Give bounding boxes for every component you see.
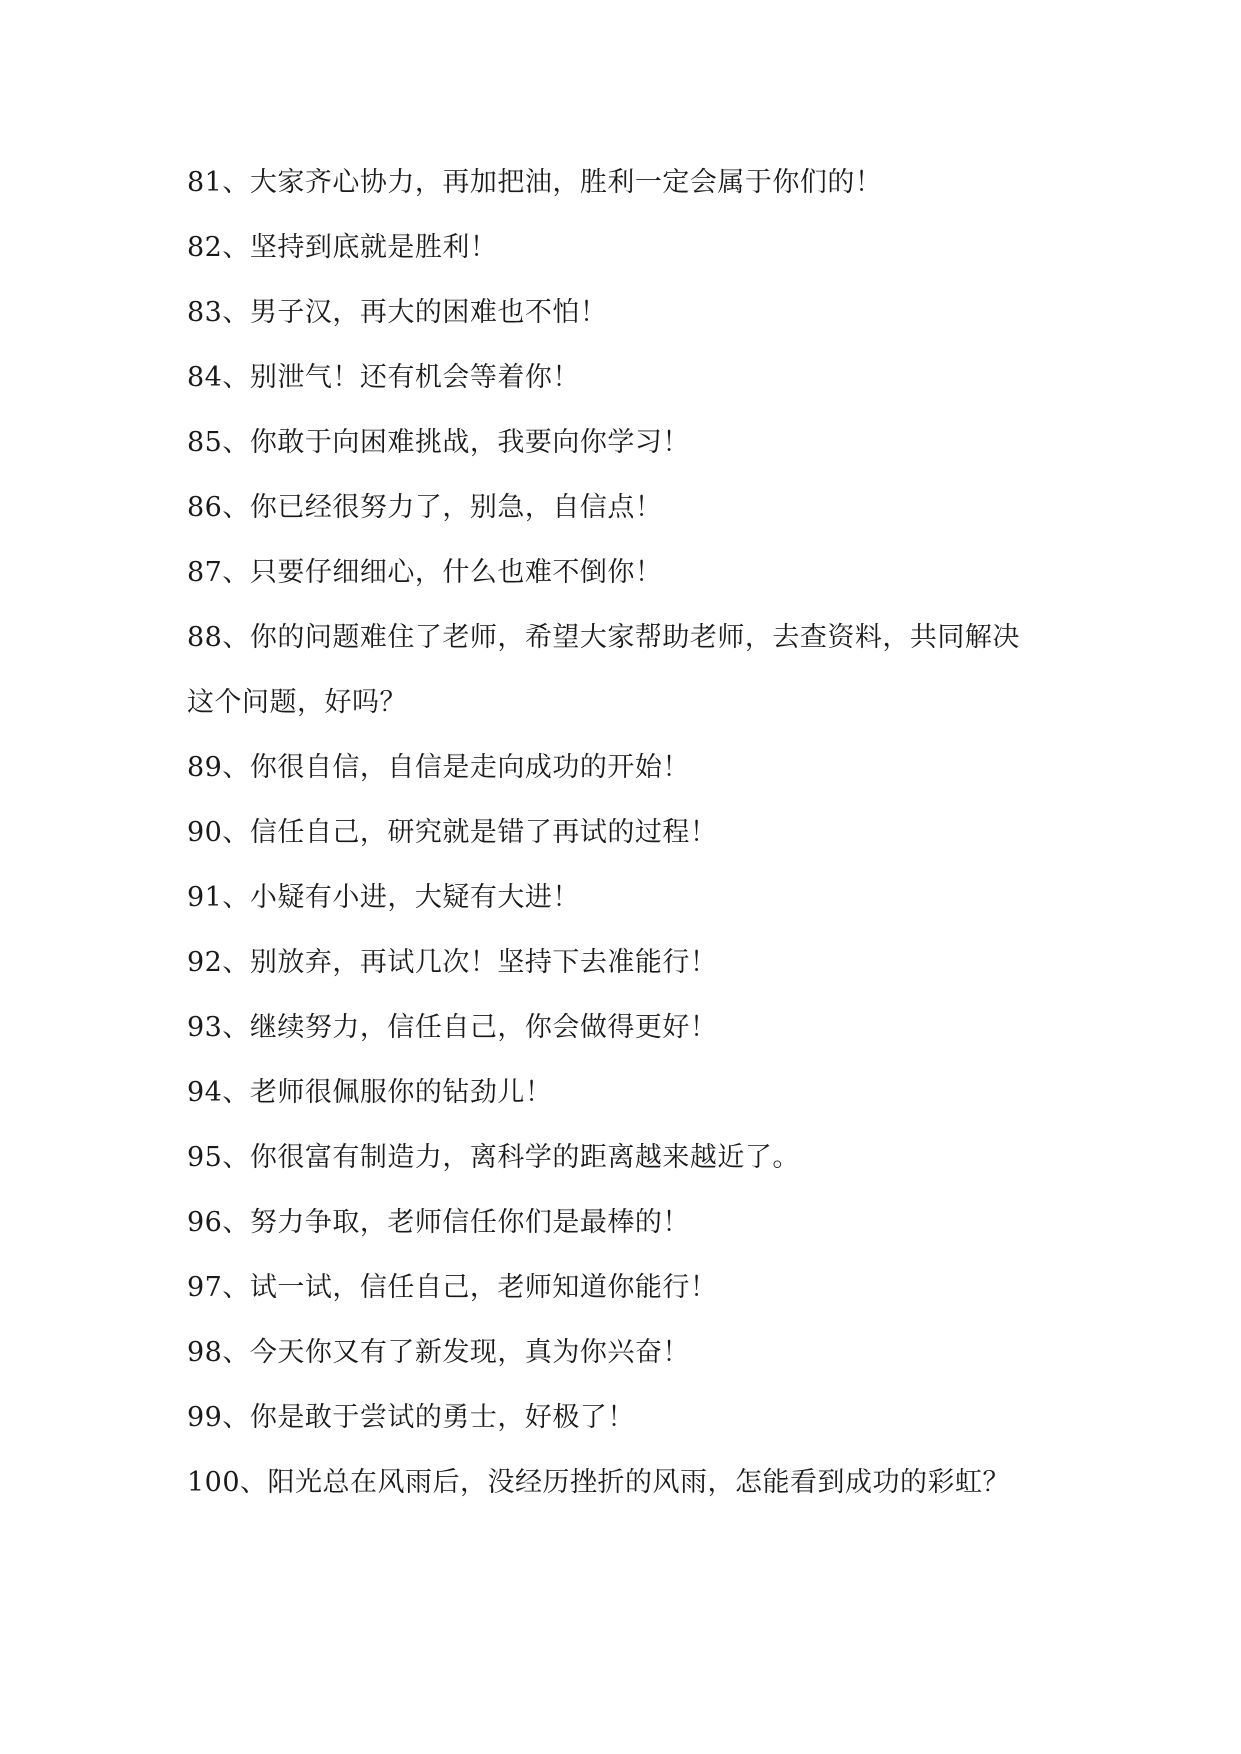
text-line: 83、男子汉，再大的困难也不怕！ [187, 297, 608, 328]
text-line: 86、你已经很努力了，别急，自信点！ [187, 492, 663, 523]
text-line: 92、别放弃，再试几次！坚持下去准能行！ [187, 947, 718, 978]
text-line: 85、你敢于向困难挑战，我要向你学习！ [187, 427, 690, 458]
encouragement-list [187, 150, 1067, 1515]
text-line: 98、今天你又有了新发现，真为你兴奋！ [187, 1337, 690, 1368]
text-line: 82、坚持到底就是胜利！ [187, 232, 498, 263]
text-line: 88、你的问题难住了老师，希望大家帮助老师，去查资料，共同解决 [187, 622, 1020, 653]
text-line: 89、你很自信，自信是走向成功的开始！ [187, 752, 690, 783]
text-line: 93、继续努力，信任自己，你会做得更好！ [187, 1012, 718, 1043]
text-line: 100、阳光总在风雨后，没经历挫折的风雨，怎能看到成功的彩虹？ [187, 1467, 1011, 1498]
text-line: 81、大家齐心协力，再加把油，胜利一定会属于你们的！ [187, 167, 883, 198]
text-line: 96、努力争取，老师信任你们是最棒的！ [187, 1207, 690, 1238]
text-line: 这个问题，好吗？ [187, 687, 407, 718]
text-line: 95、你很富有制造力，离科学的距离越来越近了。 [187, 1142, 800, 1173]
text-line: 84、别泄气！还有机会等着你！ [187, 362, 580, 393]
text-line: 91、小疑有小进，大疑有大进！ [187, 882, 580, 913]
text-line: 94、老师很佩服你的钻劲儿！ [187, 1077, 553, 1108]
text-line: 90、信任自己，研究就是错了再试的过程！ [187, 817, 718, 848]
text-line: 87、只要仔细细心，什么也难不倒你！ [187, 557, 663, 588]
text-line: 97、试一试，信任自己，老师知道你能行！ [187, 1272, 718, 1303]
text-line: 99、你是敢于尝试的勇士，好极了！ [187, 1402, 635, 1433]
